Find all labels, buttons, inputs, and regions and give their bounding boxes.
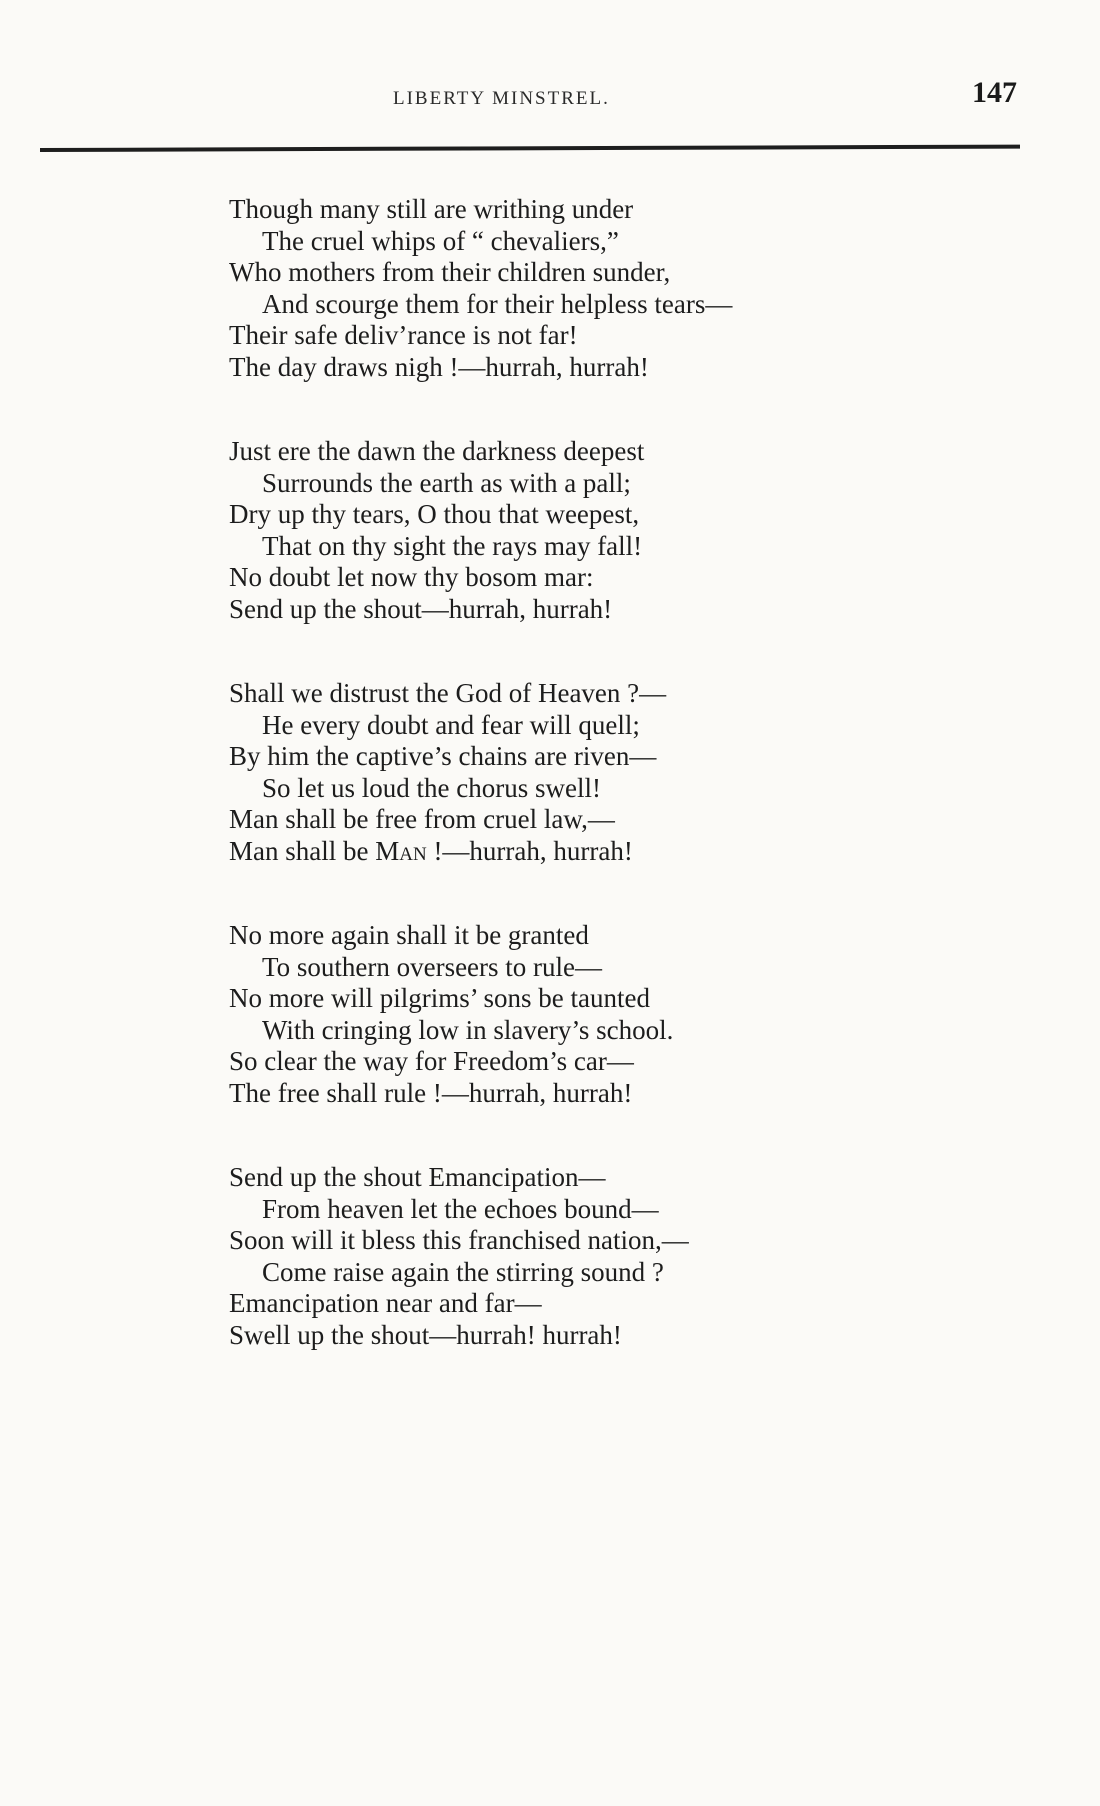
poem-line: No more will pilgrims’ sons be taunted — [229, 983, 650, 1013]
poem-line: No more again shall it be granted — [229, 920, 589, 950]
poem-line: Man shall be free from cruel law,— — [229, 804, 615, 834]
stanza-1 — [229, 194, 909, 383]
poem-line-emphasis — [229, 836, 909, 868]
poem-line: The day draws nigh !—hurrah, hurrah! — [229, 351, 649, 382]
page-number: 147 — [972, 76, 1017, 109]
poem-line: Their safe deliv’rance is not far! — [229, 320, 578, 350]
poem — [229, 194, 909, 1404]
poem-line: From heaven let the echoes bound— — [262, 1193, 659, 1224]
poem-line: No doubt let now thy bosom mar: — [229, 562, 594, 592]
poem-line: Come raise again the stirring sound ? — [262, 1256, 664, 1287]
poem-line: Just ere the dawn the darkness deepest — [229, 436, 645, 466]
poem-line: Soon will it bless this franchised nation,— — [229, 1225, 689, 1255]
poem-line: Send up the shout Emancipation— — [229, 1162, 606, 1192]
poem-line: So clear the way for Freedom’s car— — [229, 1046, 634, 1076]
poem-line: The free shall rule !—hurrah, hurrah! — [229, 1077, 633, 1108]
poem-line: By him the captive’s chains are riven— — [229, 741, 657, 771]
stanza-5 — [229, 1162, 909, 1351]
poem-line: Send up the shout—hurrah, hurrah! — [229, 593, 613, 624]
emphasis-word: Man — [375, 835, 427, 866]
poem-line: Swell up the shout—hurrah! hurrah! — [229, 1319, 622, 1350]
poem-line: He every doubt and fear will quell; — [262, 709, 640, 740]
poem-line: And scourge them for their helpless tears— — [262, 288, 733, 319]
line-end: !—hurrah, hurrah! — [426, 835, 633, 866]
poem-line: The cruel whips of “ chevaliers,” — [262, 225, 619, 256]
poem-line: Surrounds the earth as with a pall; — [262, 467, 631, 498]
line-start: Man shall be — [229, 835, 376, 866]
header-rule — [40, 145, 1020, 152]
poem-line: Dry up thy tears, O thou that weepest, — [229, 499, 640, 529]
stanza-3 — [229, 678, 909, 867]
poem-line: With cringing low in slavery’s school. — [262, 1014, 674, 1045]
poem-line: Who mothers from their children sunder, — [229, 257, 671, 287]
poem-line: Shall we distrust the God of Heaven ?— — [229, 678, 667, 708]
poem-line: Emancipation near and far— — [229, 1288, 542, 1318]
poem-line: To southern overseers to rule— — [262, 951, 603, 982]
poem-line: Though many still are writhing under — [229, 194, 634, 224]
stanza-2 — [229, 436, 909, 625]
poem-line: That on thy sight the rays may fall! — [262, 530, 643, 561]
running-title: LIBERTY MINSTREL. — [393, 88, 610, 109]
poem-line: So let us loud the chorus swell! — [262, 772, 601, 803]
stanza-4 — [229, 920, 909, 1109]
